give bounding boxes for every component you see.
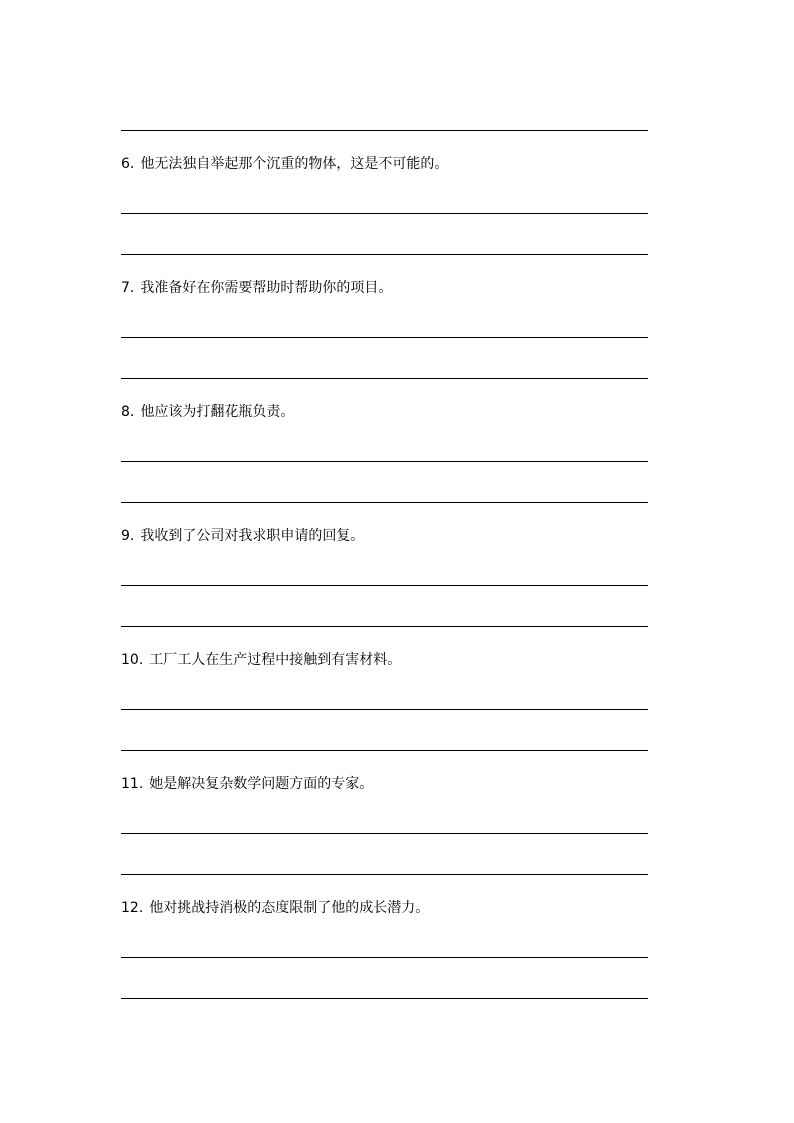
question-number: 8. <box>121 404 135 420</box>
answer-line <box>121 130 648 131</box>
question-11 <box>121 775 373 793</box>
question-10 <box>121 651 401 669</box>
answer-line <box>121 874 648 875</box>
answer-line <box>121 461 648 462</box>
answer-line <box>121 337 648 338</box>
question-number: 6. <box>121 156 135 172</box>
answer-line <box>121 957 648 958</box>
question-text: 工厂工人在生产过程中接触到有害材料。 <box>149 652 402 668</box>
question-number: 12. <box>121 900 144 916</box>
question-text: 我收到了公司对我求职申请的回复。 <box>140 528 365 544</box>
question-12 <box>121 899 429 917</box>
question-8 <box>121 403 294 421</box>
question-text: 我准备好在你需要帮助时帮助你的项目。 <box>140 280 393 296</box>
answer-line <box>121 998 648 999</box>
answer-line <box>121 502 648 503</box>
answer-line <box>121 213 648 214</box>
question-6 <box>121 155 448 173</box>
answer-line <box>121 833 648 834</box>
answer-line <box>121 585 648 586</box>
answer-line <box>121 626 648 627</box>
question-text: 他对挑战持消极的态度限制了他的成长潜力。 <box>149 900 430 916</box>
question-text: 他无法独自举起那个沉重的物体，这是不可能的。 <box>140 156 449 172</box>
question-text: 他应该为打翻花瓶负责。 <box>140 404 295 420</box>
question-7 <box>121 279 392 297</box>
question-number: 7. <box>121 280 135 296</box>
question-text: 她是解决复杂数学问题方面的专家。 <box>149 776 374 792</box>
answer-line <box>121 750 648 751</box>
question-number: 11. <box>121 776 144 792</box>
answer-line <box>121 378 648 379</box>
question-9 <box>121 527 364 545</box>
answer-line <box>121 709 648 710</box>
question-number: 9. <box>121 528 135 544</box>
question-number: 10. <box>121 652 144 668</box>
answer-line <box>121 254 648 255</box>
